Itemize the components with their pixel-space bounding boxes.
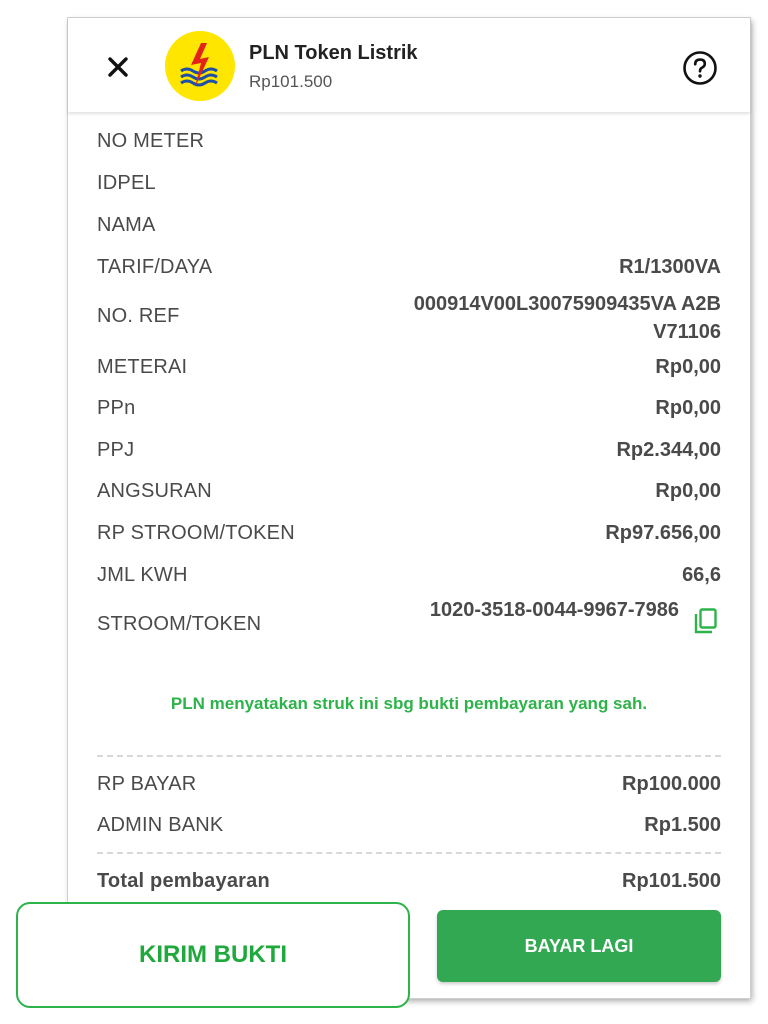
detail-label: NO METER (97, 130, 205, 152)
detail-value: 000914V00L30075909435VA A2BV71106 (413, 293, 721, 343)
detail-label: PPn (97, 397, 136, 419)
close-button[interactable] (98, 47, 138, 87)
detail-value: 66,6 (682, 564, 721, 586)
detail-label: TARIF/DAYA (97, 256, 213, 278)
help-button[interactable] (680, 48, 720, 88)
detail-value: Rp0,00 (655, 356, 721, 378)
summary-label: ADMIN BANK (97, 814, 224, 836)
help-circle-icon (682, 50, 718, 86)
detail-label: PPJ (97, 439, 135, 461)
detail-label: ANGSURAN (97, 480, 212, 502)
pln-logo-icon (165, 31, 235, 101)
copy-token-button[interactable] (691, 606, 721, 636)
detail-label: METERAI (97, 356, 188, 378)
copy-icon (691, 606, 721, 636)
summary-value: Rp100.000 (622, 773, 721, 795)
summary-value: Rp1.500 (644, 814, 721, 836)
bayar-lagi-button[interactable]: BAYAR LAGI (437, 910, 721, 982)
detail-label: STROOM/TOKEN (97, 613, 262, 635)
detail-value: Rp0,00 (655, 397, 721, 419)
detail-value: Rp97.656,00 (605, 522, 721, 544)
kirim-bukti-button[interactable]: KIRIM BUKTI (16, 902, 410, 1008)
detail-value: Rp0,00 (655, 480, 721, 502)
token-value[interactable]: 1020-3518-0044-9967-7986 (429, 599, 679, 621)
detail-label: NO. REF (97, 305, 180, 327)
total-label: Total pembayaran (97, 870, 270, 892)
detail-label: RP STROOM/TOKEN (97, 522, 295, 544)
detail-row-stroom-token (97, 596, 721, 656)
page-title: PLN Token Listrik (249, 42, 418, 64)
detail-label: NAMA (97, 214, 156, 236)
header-bar (68, 18, 750, 112)
detail-label: JML KWH (97, 564, 188, 586)
receipt-content (68, 112, 750, 998)
receipt-sheet (68, 18, 750, 998)
close-icon (107, 56, 129, 78)
header-price: Rp101.500 (249, 72, 333, 91)
total-value: Rp101.500 (622, 870, 721, 892)
detail-value: R1/1300VA (619, 256, 721, 278)
summary-label: RP BAYAR (97, 773, 197, 795)
receipt-validity-notice: PLN menyatakan struk ini sbg bukti pembayaran yang sah. (170, 694, 648, 713)
detail-label: IDPEL (97, 172, 156, 194)
detail-value: Rp2.344,00 (616, 439, 721, 461)
divider (97, 852, 721, 854)
divider (97, 755, 721, 757)
